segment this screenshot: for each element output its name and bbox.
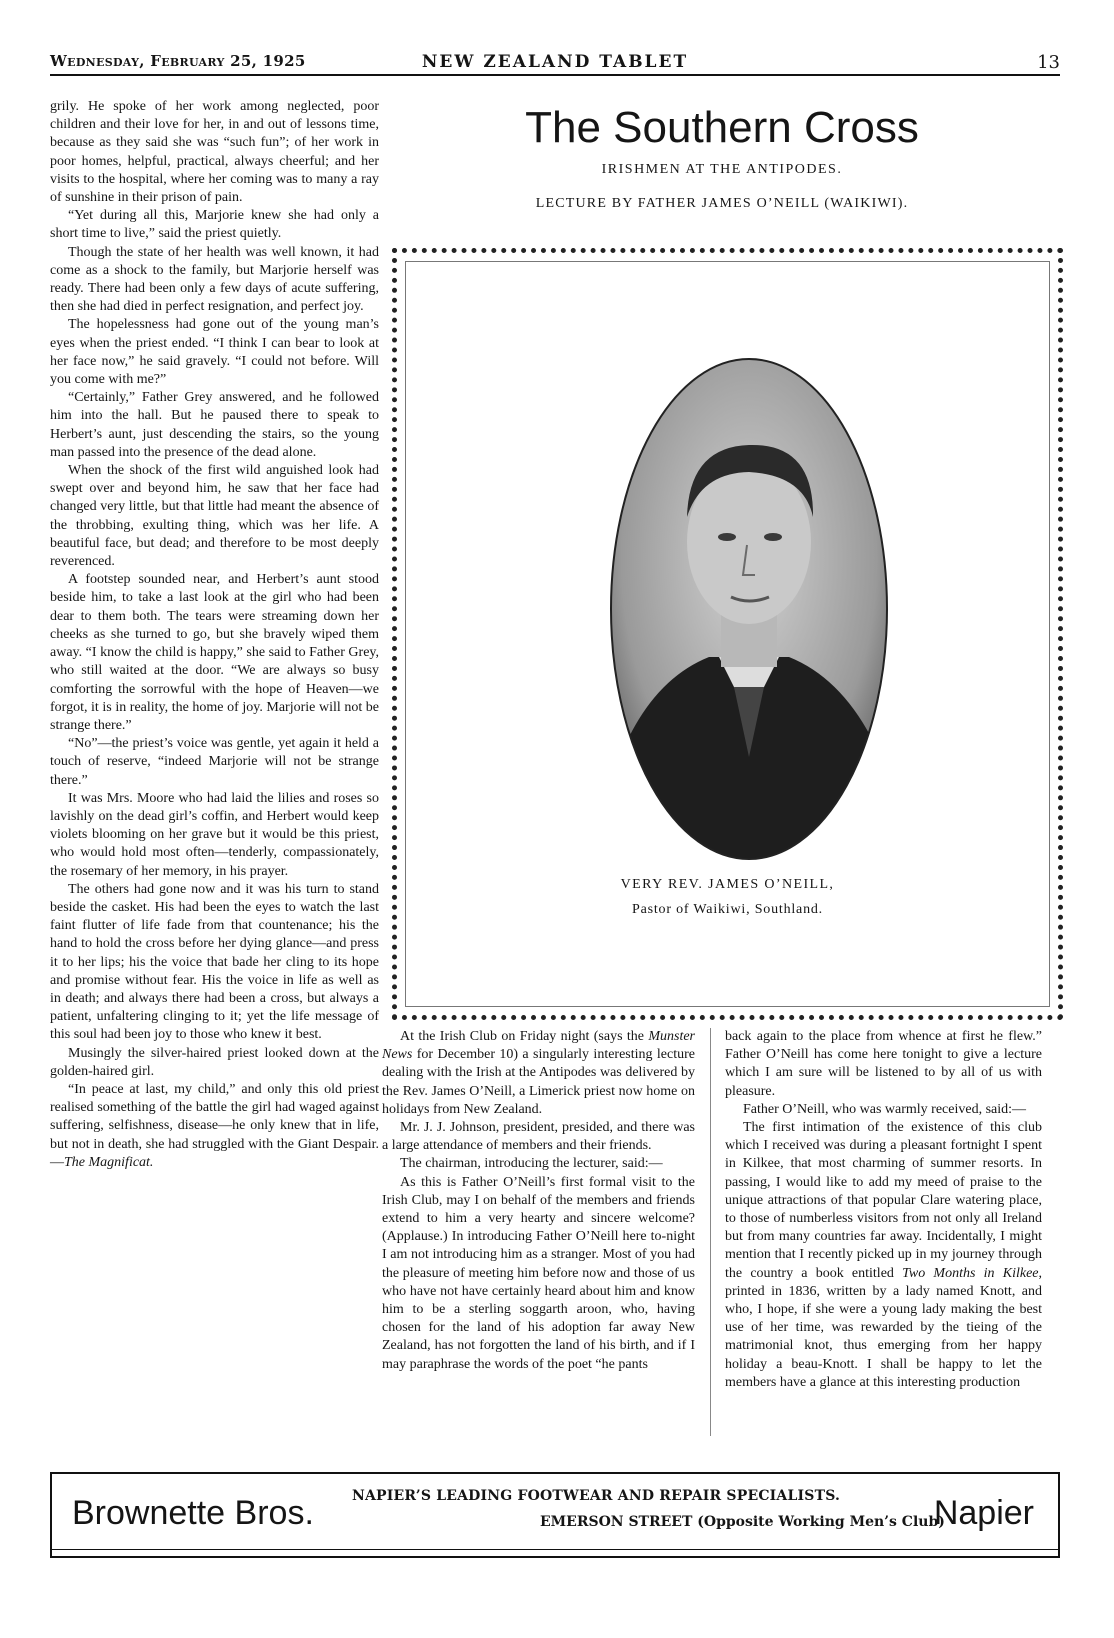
portrait-panel	[405, 261, 1050, 1007]
issue-date: Wednesday, February 25, 1925	[50, 52, 306, 70]
story-paragraph: Musingly the silver-haired priest looked down at the golden-haired girl.	[50, 1045, 379, 1079]
article-title: The Southern Cross	[525, 103, 919, 152]
story-paragraph	[50, 1081, 379, 1172]
story-paragraph: It was Mrs. Moore who had laid the lilies and roses so lavishly on the dead girl’s coffin, and Herbert would keep violets blooming on her grave but it would be this priest, who would hold most often—tenderly, compassionately, the rosemary of her memory, in his prayer.	[50, 790, 379, 879]
article-paragraph: back again to the place from whence at first he flew.” Father O’Neill has come here tonight to give a lecture which I am sure will be listened to by all of us with pleasure.	[725, 1029, 1042, 1099]
story-paragraph: “Yet during all this, Marjorie knew she had only a short time to live,” said the priest quietly.	[50, 208, 379, 242]
article-paragraph: Father O’Neill, who was warmly received, said:—	[743, 1101, 1027, 1117]
article-paragraph	[725, 1119, 1042, 1392]
story-source: The Magnificat.	[64, 1154, 154, 1170]
column-divider	[710, 1028, 711, 1436]
left-column-story	[50, 98, 379, 1172]
article-paragraph-text: for December 10) a singularly interesting lecture dealing with the Irish at the Antipodes was delivered by the Rev. James O’Neill, a Limerick priest now home on holidays from New Zealand.	[382, 1047, 695, 1117]
portrait-photo	[609, 357, 889, 862]
article-paragraph: As this is Father O’Neill’s first formal visit to the Irish Club, may I on behalf of the members and friends extend to him a very hearty and sincere welcome? (Applause.) In introducing Father O’Neill here to-night I am not introducing him as a stranger. Most of you had the pleasure of meeting him before now and those of us who have not have certainly heard about him and know him to be a sterling soggarth aroon, who, having chosen for the land of his adoption far away New Zealand, has not forgotten the land of his birth, and if I may paraphrase the words of the poet “he pants	[382, 1174, 695, 1372]
article-paragraph: The chairman, introducing the lecturer, said:—	[400, 1156, 663, 1172]
ad-business-name: Brownette Bros.	[72, 1494, 314, 1532]
ad-town: Napier	[933, 1494, 1034, 1532]
story-paragraph: “No”—the priest’s voice was gentle, yet again it held a touch of reserve, “indeed Marjorie will not be strange there.”	[50, 736, 379, 788]
advertisement-banner	[50, 1472, 1060, 1558]
masthead	[50, 50, 1060, 76]
photo-caption-title: Pastor of Waikiwi, Southland.	[632, 902, 823, 917]
story-paragraph: When the shock of the first wild anguished look had swept over and beyond him, he saw that her face had changed very little, but that little had meant the absence of the throbbing, exulting thing, which was her life. A beautiful face, but dead; and therefore to be most deeply reverenced.	[50, 463, 379, 570]
article-paragraph-text: , printed in 1836, written by a lady named Knott, and who, I hope, if she were a young lady making the best use of her time, was rewarded by the tieing of the matrimonial knot, thus emerging from her happy holiday a beau-Knott. I shall be happy to let the members have a glance at this interesting production	[725, 1265, 1042, 1390]
story-paragraph: grily. He spoke of her work among neglected, poor children and their love for her, in and out of lessons time, because as they said she was “such fun”; of her work in poor homes, helpful, practical, always cheerful; and her visits to the hospital, where her coming was to many a ray of sunshine in their prison of pain.	[50, 99, 379, 206]
article-paragraph: Mr. J. J. Johnson, president, presided, and there was a large attendance of members and their friends.	[382, 1120, 695, 1154]
article-paragraph-text: At the Irish Club on Friday night (says the	[400, 1029, 649, 1044]
story-paragraph: A footstep sounded near, and Herbert’s aunt stood beside him, to take a last look at the girl who had been dear to them both. The tears were streaming down her cheeks as she turned to go, but she bravely wiped them away. “I know the child is happy,” she said to Father Grey, who still waited at the door. “We are always so busy comforting the sorrowful with the hope of Heaven—we forgot, it is in reality, the home of joy. Marjorie will not be strange there.”	[50, 572, 379, 733]
story-paragraph: Though the state of her health was well known, it had come as a shock to the family, but Marjorie herself was ready. There had been only a few days of acute suffering, then she had died in perfect resignation, and perfect joy.	[50, 244, 379, 315]
article-headline	[392, 100, 1052, 212]
article-column-right	[725, 1028, 1042, 1392]
article-paragraph-text: The first intimation of the existence of this club which I received was during a pleasant fortnight I spent in Kilkee, that most charming of summer resorts. In passing, I would like to add my meed of praise to the unique attractions of that popular Clare watering place, to those of numberless visitors from not only all Ireland but from many countries far away. Incidentally, I might mention that I recently picked up in my journey through the country a book entitled	[725, 1120, 1042, 1281]
ad-tagline: NAPIER’S LEADING FOOTWEAR AND REPAIR SPECIALISTS.	[352, 1488, 841, 1504]
book-title: Two Months in Kilkee	[902, 1265, 1039, 1281]
page-number: 13	[1037, 52, 1060, 73]
article-byline: LECTURE BY FATHER JAMES O’NEILL (WAIKIWI).	[535, 196, 909, 211]
story-paragraph: “Certainly,” Father Grey answered, and he followed him into the hall. But he paused there to speak to Herbert’s aunt, just descending the stairs, so the young man passed into the presence of the dead alone.	[50, 390, 379, 460]
story-paragraph: The hopelessness had gone out of the young man’s eyes when the priest ended. “I think I can bear to look at her face now,” he said gravely. “I could not before. Will you come with me?”	[50, 317, 379, 388]
story-paragraph: The others had gone now and it was his turn to stand beside the casket. His had been the eyes to watch the last faint flutter of life fade from that countenance; his the hand to hold the cross before her dying glance—and press it to her lips; his the voice that bade her cling to its hope and promise without fear. His the voice in life as well as in death; and always there had been a cross, but always a patient, unfaltering clinging to it; yet the life message of this soul had been joy to those who knew it best.	[50, 881, 379, 1043]
newspaper-title: NEW ZEALAND TABLET	[421, 52, 689, 72]
ad-address: EMERSON STREET (Opposite Working Men’s Club)	[540, 1514, 945, 1530]
article-subtitle: IRISHMEN AT THE ANTIPODES.	[601, 162, 843, 177]
photo-caption-name: VERY REV. JAMES O’NEILL,	[620, 877, 835, 892]
portrait-frame	[392, 248, 1063, 1020]
article-column-middle	[382, 1028, 695, 1374]
newspaper-source: Munster News	[382, 1029, 695, 1063]
article-paragraph	[382, 1028, 695, 1119]
story-paragraph-text: “In peace at last, my child,” and only this old priest realised something of the battle the girl had waged against suffering, selfishness, disease—he only knew that in life, but not in death, she had struggled with the Giant Despair.—	[50, 1081, 379, 1170]
